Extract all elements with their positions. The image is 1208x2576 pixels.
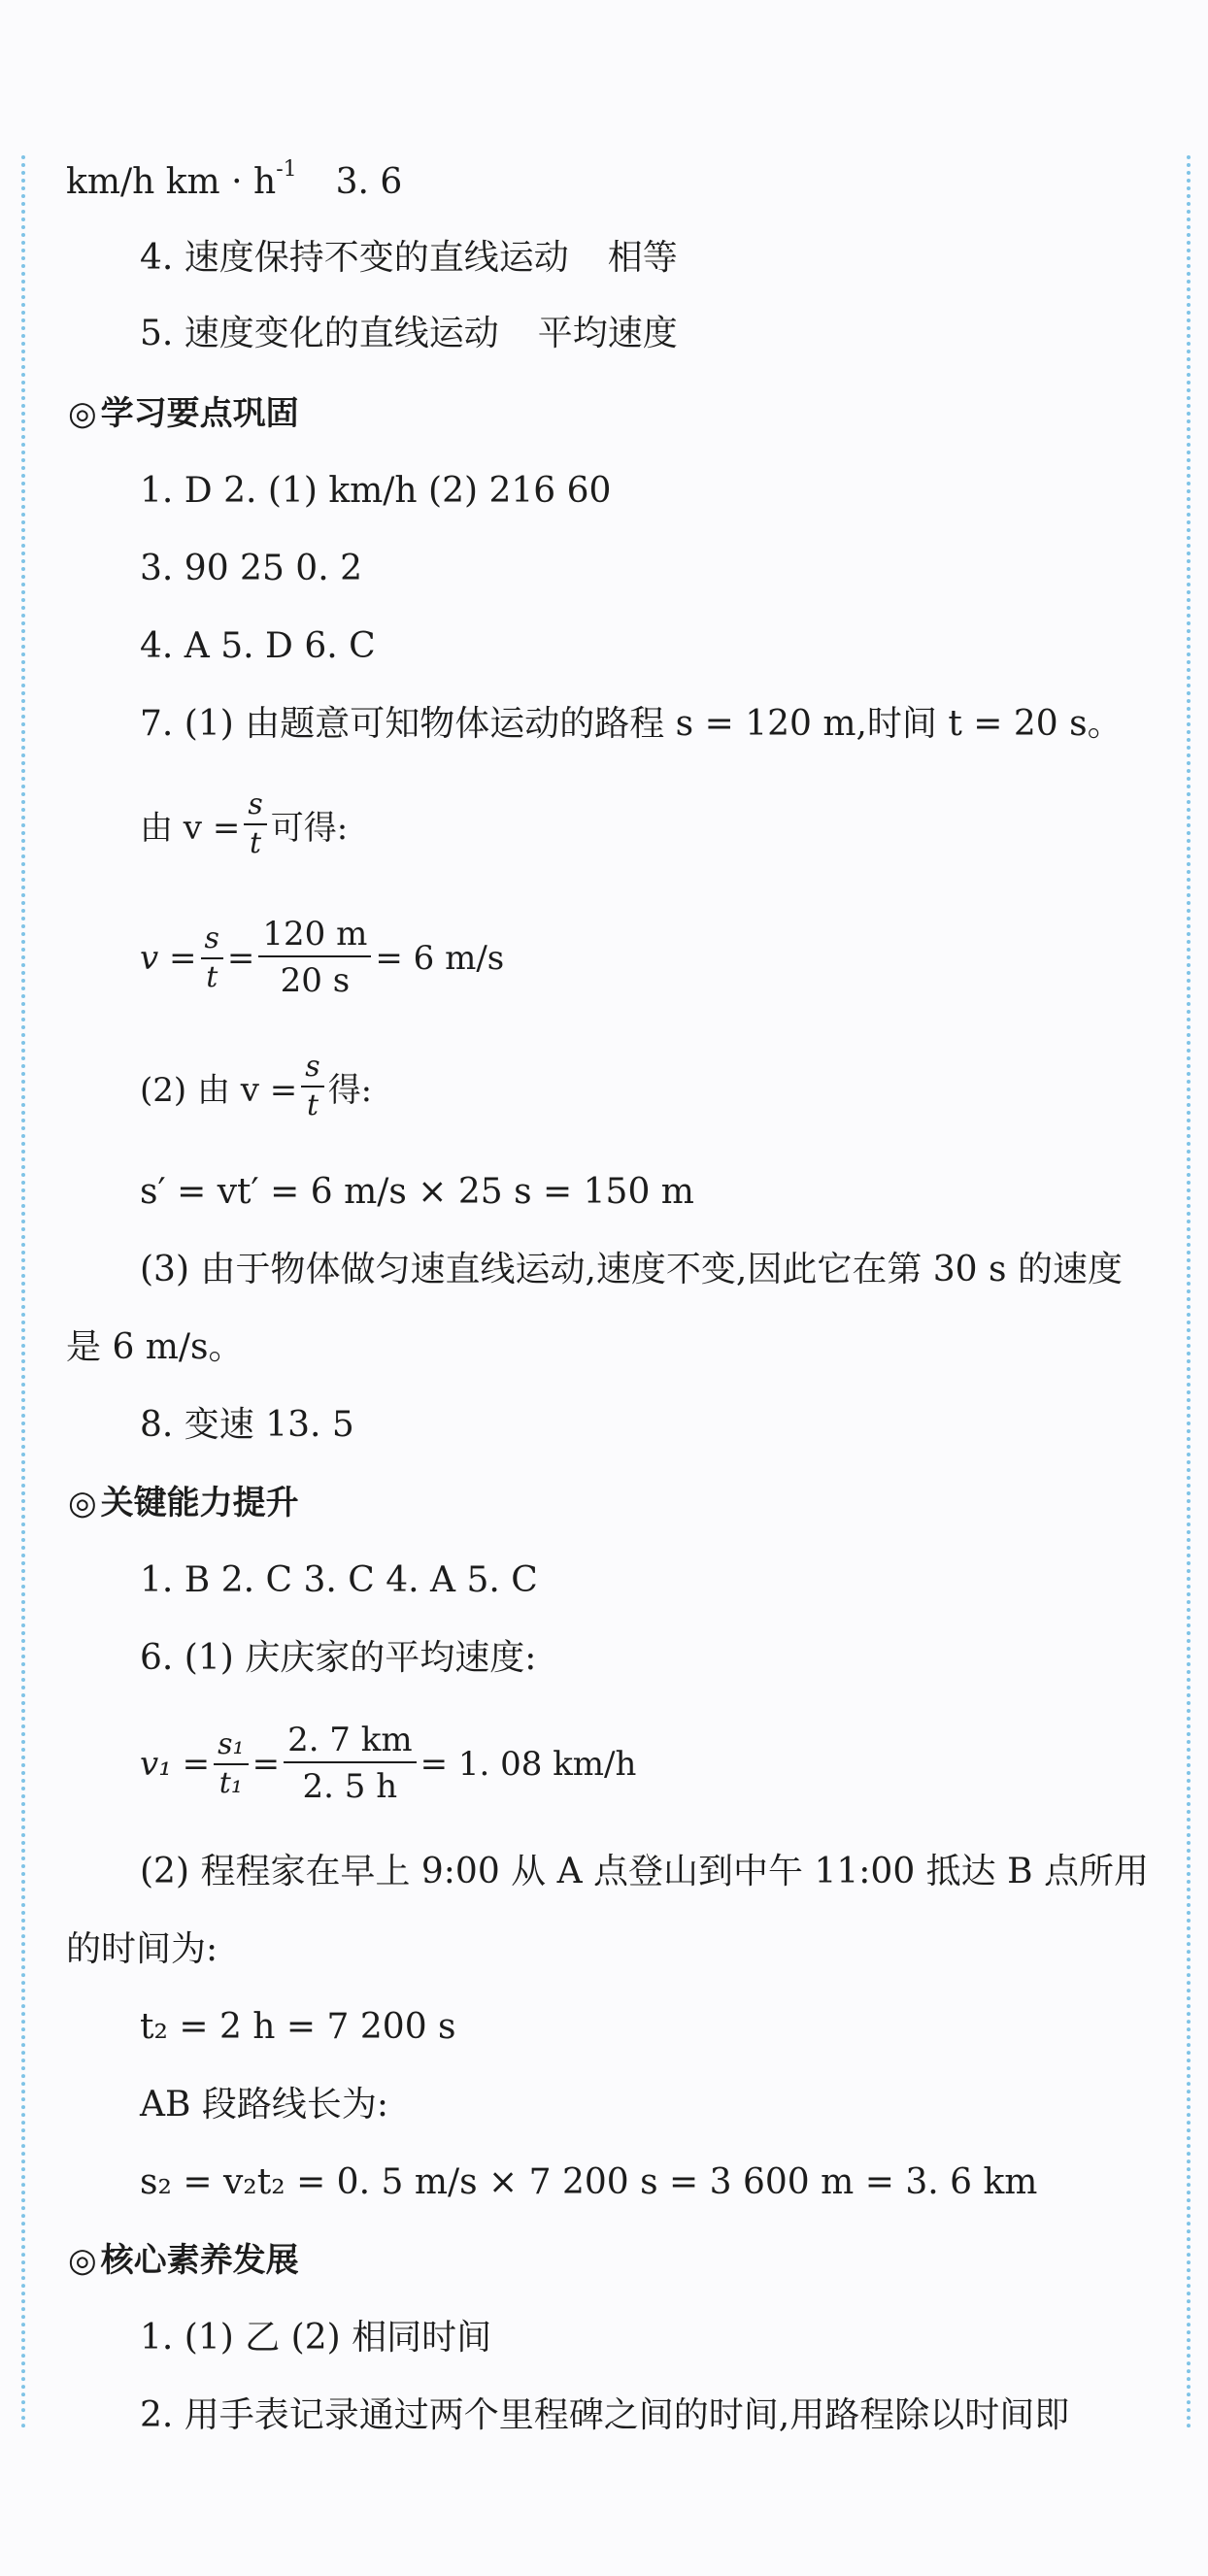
formula-4: s′ = vt′ = 6 m/s × 25 s = 150 m xyxy=(140,1172,694,1212)
s2-line-2: 6. (1) 庆庆家的平均速度: xyxy=(140,1638,537,1678)
fraction: $\frac{2. 7 km}{2. 5 h}$ xyxy=(284,1719,417,1810)
s2-line-7: AB 段路线长为: xyxy=(140,2085,389,2124)
s1-line-4: 7. (1) 由题意可知物体运动的路程 s = 120 m,时间 t = 20 s。 xyxy=(140,704,1123,744)
s3-line-1: 1. (1) 乙 (2) 相同时间 xyxy=(140,2318,492,2358)
fraction: $\frac{120 m}{20 s}$ xyxy=(258,913,371,1004)
s1-line-9: (3) 由于物体做匀速直线运动,速度不变,因此它在第 30 s 的速度 xyxy=(140,1250,1123,1289)
s1-line-10: 是 6 m/s。 xyxy=(66,1327,244,1367)
fraction: $\frac{s}{t}$ xyxy=(201,920,223,996)
section-heading-3: ◎ 核心素养发展 xyxy=(68,2241,299,2280)
fraction: $\frac{s}{t}$ xyxy=(244,786,266,862)
units-line: km/h km · $h^{-1}$ 3. 6 xyxy=(66,157,403,202)
formula-6: t₂ = 2 h = 7 200 s xyxy=(140,2007,456,2047)
formula-5: v₁ = $\frac{\text{s₁}}{\text{t₁}}$ = $\frac{2. 7 km}{2. 5 h}$ = 1. 08 km/h xyxy=(140,1719,636,1810)
formula-7: s₂ = v₂t₂ = 0. 5 m/s × 7 200 s = 3 600 m = 3. 6 km xyxy=(140,2162,1038,2202)
formula-1: 由 v = $\frac{s}{t}$ 可得: xyxy=(140,787,349,860)
s2-line-4: (2) 程程家在早上 9:00 从 A 点登山到中午 11:00 抵达 B 点所用 xyxy=(140,1852,1150,1891)
fraction: $\frac{\text{s₁}}{\text{t₁}}$ xyxy=(214,1726,248,1802)
formula-3: (2) 由 v = $\frac{s}{t}$ 得: xyxy=(140,1050,373,1122)
section-heading-2: ◎ 关键能力提升 xyxy=(68,1484,299,1522)
s1-line-2: 3. 90 25 0. 2 xyxy=(140,549,362,588)
fraction: $\frac{s}{t}$ xyxy=(301,1049,323,1124)
s2-line-1: 1. B 2. C 3. C 4. A 5. C xyxy=(140,1560,538,1600)
s2-line-5: 的时间为: xyxy=(66,1929,218,1969)
s3-line-2: 2. 用手表记录通过两个里程碑之间的时间,用路程除以时间即 xyxy=(140,2395,1070,2435)
answer-item-4: 4. 速度保持不变的直线运动 相等 xyxy=(140,238,678,278)
s1-line-11: 8. 变速 13. 5 xyxy=(140,1405,354,1445)
formula-2: v = $\frac{s}{t}$ = $\frac{120 m}{20 s}$ = 6 m/s xyxy=(140,913,504,1004)
s1-line-3: 4. A 5. D 6. C xyxy=(140,626,376,666)
section-heading-1: ◎ 学习要点巩固 xyxy=(68,394,299,433)
answer-item-5: 5. 速度变化的直线运动 平均速度 xyxy=(140,314,678,353)
s1-line-1: 1. D 2. (1) km/h (2) 216 60 xyxy=(140,471,612,511)
